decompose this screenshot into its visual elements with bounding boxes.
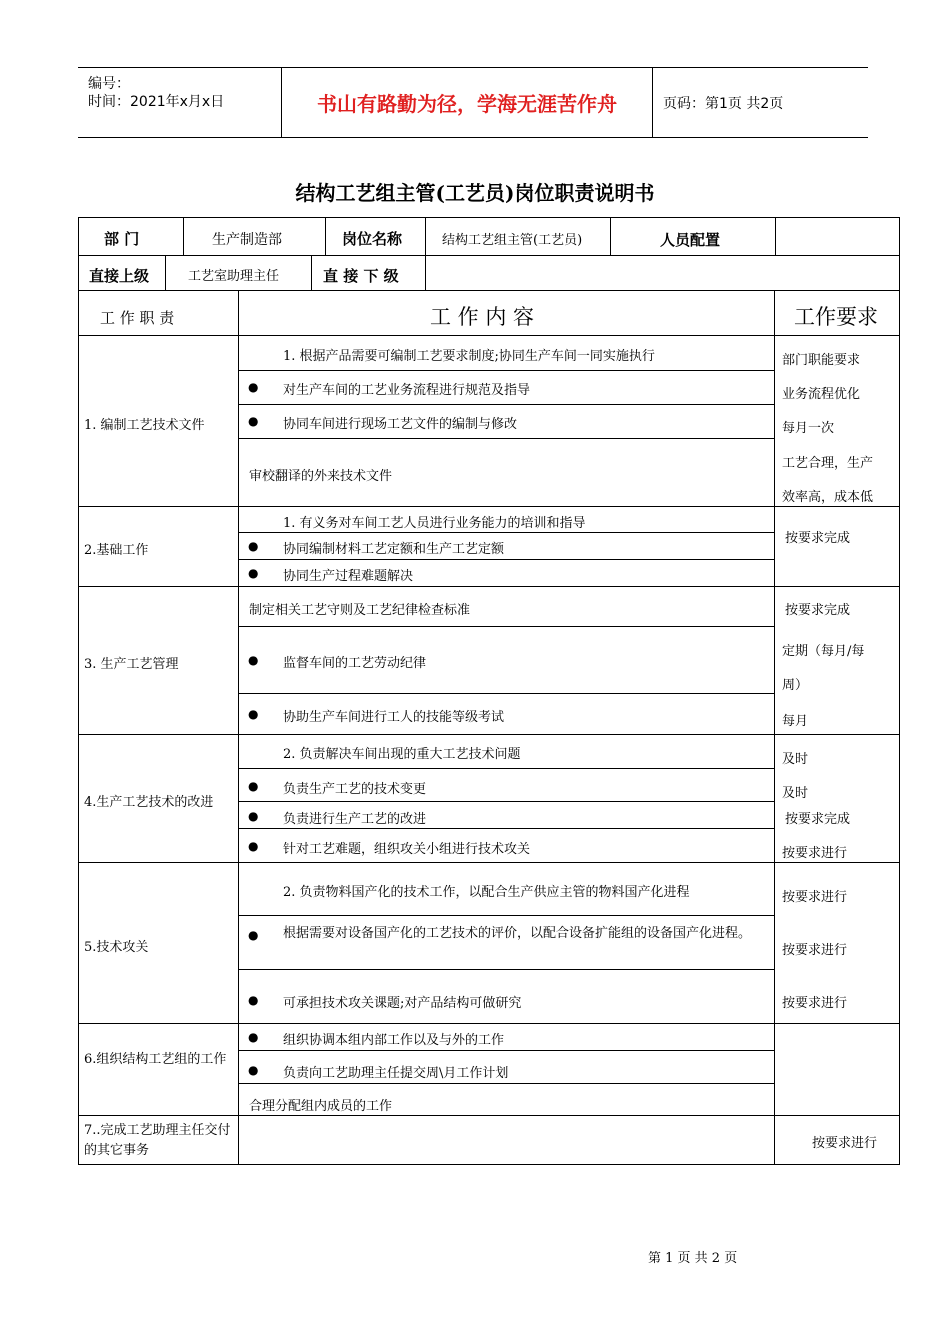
col-divider <box>183 217 184 255</box>
requirement-column-header: 工作要求 <box>794 305 878 329</box>
section-1-req-4: 工艺合理，生产 <box>782 456 874 471</box>
section-divider <box>78 734 900 735</box>
item-divider <box>238 693 774 694</box>
col-divider <box>311 255 312 290</box>
bullet-icon: ● <box>248 414 259 428</box>
item-divider <box>238 438 774 439</box>
section-1-item-2: 对生产车间的工艺业务流程进行规范及指导 <box>283 383 531 398</box>
section-4-item-1: 2. 负责解决车间出现的重大工艺技术问题 <box>283 747 521 762</box>
staffing-label: 人员配置 <box>660 231 721 249</box>
section-5-item-2: 根据需要对设备国产化的工艺技术的评价，以配合设备扩能组的设备国产化进程。 <box>283 926 752 941</box>
bullet-icon: ● <box>248 653 259 667</box>
document-title: 结构工艺组主管(工艺员)岗位职责说明书 <box>295 181 655 205</box>
section-3-item-1: 制定相关工艺守则及工艺纪律检查标准 <box>249 603 471 618</box>
table-border <box>78 1164 900 1165</box>
section-1-name: 1. 编制工艺技术文件 <box>84 418 205 433</box>
section-5-name: 5.技术攻关 <box>84 940 149 955</box>
section-3-item-2: 监督车间的工艺劳动纪律 <box>283 656 427 671</box>
section-7-req-1: 按要求进行 <box>812 1136 878 1151</box>
section-2-item-2: 协同编制材料工艺定额和生产工艺定额 <box>283 542 505 557</box>
section-5-req-3: 按要求进行 <box>782 996 848 1011</box>
section-3-name: 3. 生产工艺管理 <box>84 657 179 672</box>
item-divider <box>238 1050 774 1051</box>
row-divider <box>78 335 900 336</box>
col-divider <box>165 255 166 290</box>
section-6-item-2: 负责向工艺助理主任提交周\月工作计划 <box>283 1066 509 1081</box>
bullet-icon: ● <box>248 779 259 793</box>
section-6-name: 6.组织结构工艺组的工作 <box>84 1052 227 1067</box>
item-divider <box>238 801 774 802</box>
section-2-req-1: 按要求完成 <box>785 531 851 546</box>
item-divider <box>238 559 774 560</box>
section-1-item-4: 审校翻译的外来技术文件 <box>249 469 393 484</box>
table-border <box>78 217 900 218</box>
section-4-req-2: 及时 <box>782 786 809 801</box>
section-1-req-3: 每月一次 <box>782 421 835 436</box>
section-3-req-2: 定期（每月/每 <box>782 644 865 659</box>
section-4-item-3: 负责进行生产工艺的改进 <box>283 812 427 827</box>
col-divider <box>325 217 326 255</box>
section-4-item-4: 针对工艺难题，组织攻关小组进行技术攻关 <box>283 842 531 857</box>
section-3-req-3: 周） <box>782 678 809 693</box>
section-1-req-2: 业务流程优化 <box>782 387 861 402</box>
bullet-icon: ● <box>248 809 259 823</box>
section-divider <box>78 1023 900 1024</box>
bullet-icon: ● <box>248 707 259 721</box>
section-4-req-4: 按要求进行 <box>782 846 848 861</box>
section-divider <box>78 1115 900 1116</box>
bullet-icon: ● <box>248 928 259 942</box>
item-divider <box>238 915 774 916</box>
section-5-item-3: 可承担技术攻关课题;对产品结构可做研究 <box>283 996 522 1011</box>
section-5-req-1: 按要求进行 <box>782 890 848 905</box>
item-divider <box>238 626 774 627</box>
section-divider <box>78 586 900 587</box>
superior-label: 直接上级 <box>89 267 150 285</box>
item-divider <box>238 370 774 371</box>
section-7-name: 7..完成工艺助理主任交付的其它事务 <box>84 1123 231 1158</box>
section-6-item-1: 组织协调本组内部工作以及与外的工作 <box>283 1033 505 1048</box>
section-3-req-4: 每月 <box>782 714 809 729</box>
section-5-item-1: 2. 负责物料国产化的技术工作，以配合生产供应主管的物料国产化进程 <box>283 885 690 900</box>
item-divider <box>238 768 774 769</box>
item-divider <box>238 969 774 970</box>
item-divider <box>238 404 774 405</box>
section-3-req-1: 按要求完成 <box>785 603 851 618</box>
duty-column-header: 工 作 职 责 <box>100 309 175 327</box>
time-label: 时间：2021年x月x日 <box>88 94 225 110</box>
bullet-icon: ● <box>248 993 259 1007</box>
col-divider <box>775 217 776 255</box>
section-4-name: 4.生产工艺技术的改进 <box>84 795 214 810</box>
col-divider <box>610 217 611 255</box>
row-divider <box>78 290 900 291</box>
col-divider <box>238 290 239 1165</box>
item-divider <box>238 532 774 533</box>
position-label: 岗位名称 <box>342 230 403 248</box>
section-5-req-2: 按要求进行 <box>782 943 848 958</box>
row-divider <box>78 255 900 256</box>
content-column-header: 工 作 内 容 <box>430 305 535 329</box>
section-divider <box>78 862 900 863</box>
bullet-icon: ● <box>248 839 259 853</box>
document-header <box>78 67 868 138</box>
dept-label: 部 门 <box>104 230 140 248</box>
section-2-name: 2.基础工作 <box>84 543 149 558</box>
col-divider <box>774 290 775 1165</box>
position-value: 结构工艺组主管(工艺员) <box>442 233 583 248</box>
page-footer: 第 1 页 共 2 页 <box>648 1251 738 1266</box>
col-divider <box>425 217 426 290</box>
bullet-icon: ● <box>248 539 259 553</box>
section-3-item-3: 协助生产车间进行工人的技能等级考试 <box>283 710 505 725</box>
section-2-item-3: 协同生产过程难题解决 <box>283 569 414 584</box>
section-1-item-1: 1. 根据产品需要可编制工艺要求制度;协同生产车间一同实施执行 <box>283 349 655 364</box>
superior-value: 工艺室助理主任 <box>188 269 280 284</box>
section-1-req-1: 部门职能要求 <box>782 353 861 368</box>
subordinate-label: 直 接 下 级 <box>323 267 399 285</box>
section-1-req-5: 效率高，成本低 <box>782 490 874 505</box>
section-2-item-1: 1. 有义务对车间工艺人员进行业务能力的培训和指导 <box>283 516 586 531</box>
section-6-item-3: 合理分配组内成员的工作 <box>249 1099 393 1114</box>
header-meta <box>78 68 281 137</box>
bullet-icon: ● <box>248 1030 259 1044</box>
bullet-icon: ● <box>248 566 259 580</box>
bullet-icon: ● <box>248 1063 259 1077</box>
section-4-req-3: 按要求完成 <box>785 812 851 827</box>
duty-table <box>78 217 900 1165</box>
bullet-icon: ● <box>248 380 259 394</box>
item-divider <box>238 828 774 829</box>
number-label: 编号： <box>88 76 130 92</box>
header-slogan: 书山有路勤为径，学海无涯苦作舟 <box>281 68 653 137</box>
section-divider <box>78 506 900 507</box>
section-4-item-2: 负责生产工艺的技术变更 <box>283 782 427 797</box>
dept-value: 生产制造部 <box>212 232 282 248</box>
section-4-req-1: 及时 <box>782 752 809 767</box>
header-page-label: 页码：第1页 共2页 <box>663 95 784 112</box>
item-divider <box>238 1083 774 1084</box>
section-1-item-3: 协同车间进行现场工艺文件的编制与修改 <box>283 417 518 432</box>
